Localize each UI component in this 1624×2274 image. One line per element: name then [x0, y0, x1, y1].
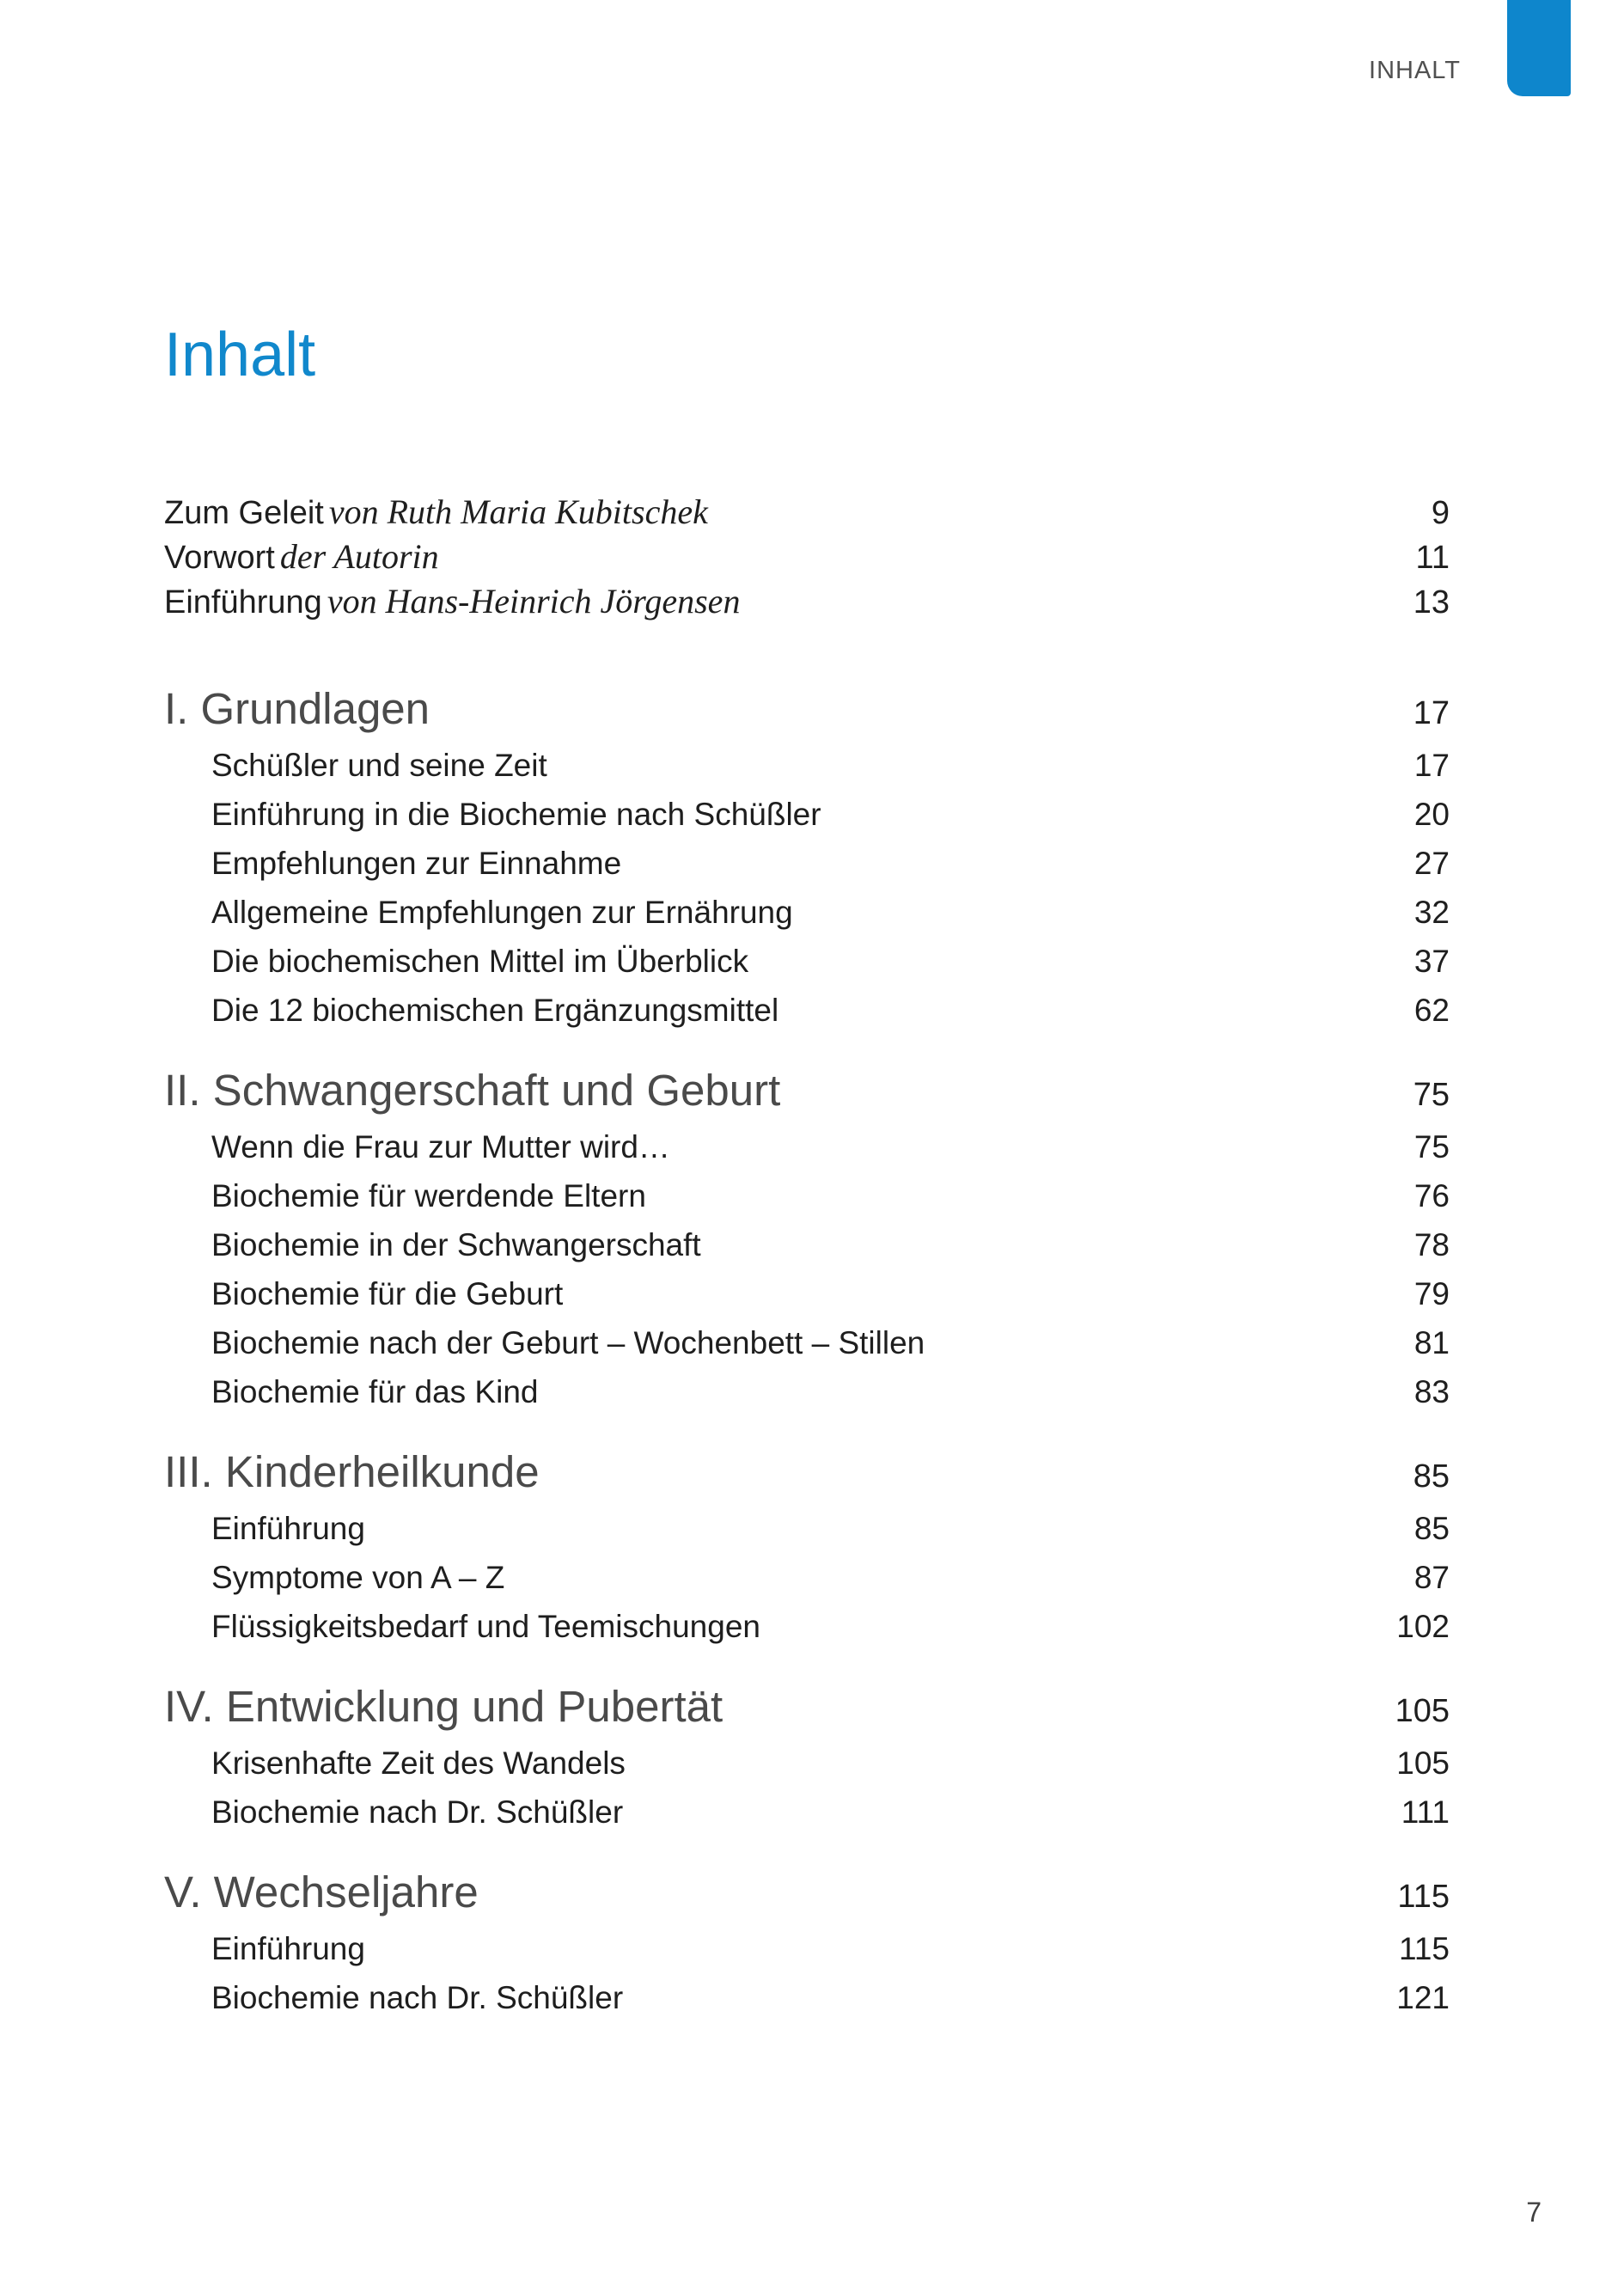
toc-entry: [164, 1739, 1450, 1788]
entry-page-number: 37: [1413, 944, 1450, 979]
section-title: I. Grundlagen: [164, 684, 430, 733]
entry-page-number: 11: [1415, 540, 1450, 576]
section-page-number: 75: [1413, 1077, 1450, 1113]
entry-text: [164, 535, 439, 580]
entry-author: von Ruth Maria Kubitschek: [328, 492, 708, 531]
entry-label: Biochemie nach Dr. Schüßler: [211, 1794, 624, 1830]
toc-entry: [164, 1553, 1450, 1602]
front-matter-entry: [164, 535, 1450, 579]
entry-label: Wenn die Frau zur Mutter wird…: [211, 1129, 670, 1165]
entry-author: der Autorin: [279, 537, 439, 576]
entry-label: Biochemie für das Kind: [211, 1374, 539, 1409]
entry-label: Biochemie für die Geburt: [211, 1276, 564, 1311]
entry-label: Biochemie nach Dr. Schüßler: [211, 1980, 624, 2015]
toc-entry: [164, 1973, 1450, 2022]
front-matter-entry: [164, 579, 1450, 624]
entry-page-number: 115: [1399, 1931, 1450, 1966]
entry-label: Flüssigkeitsbedarf und Teemischungen: [211, 1609, 760, 1644]
page-number: 7: [1526, 2197, 1542, 2228]
toc-section: [164, 1062, 1450, 1416]
table-of-contents: [164, 490, 1450, 2050]
entry-label: Einführung: [211, 1511, 365, 1546]
toc-entry: [164, 1269, 1450, 1318]
entry-page-number: 32: [1413, 895, 1450, 930]
toc-entry: [164, 888, 1450, 937]
entry-page-number: 76: [1413, 1178, 1450, 1213]
section-page-number: 115: [1397, 1879, 1450, 1915]
entry-label: Allgemeine Empfehlungen zur Ernährung: [211, 895, 793, 930]
section-page-number: 85: [1413, 1458, 1450, 1495]
section-title: II. Schwangerschaft und Geburt: [164, 1066, 781, 1115]
entry-label: Zum Geleit: [164, 495, 324, 531]
entry-label: Biochemie nach der Geburt – Wochenbett – Stillen: [211, 1325, 925, 1360]
entry-page-number: 17: [1413, 748, 1450, 783]
entry-page-number: 105: [1396, 1745, 1450, 1781]
entry-text: [164, 490, 708, 535]
toc-entry: [164, 1318, 1450, 1367]
entry-label: Symptome von A – Z: [211, 1560, 505, 1595]
toc-entry: [164, 986, 1450, 1035]
section-page-number: 105: [1395, 1693, 1450, 1729]
toc-entry: [164, 741, 1450, 790]
section-page-number: 17: [1413, 695, 1450, 731]
entry-label: Vorwort: [164, 540, 275, 576]
entry-label: Die 12 biochemischen Ergänzungsmittel: [211, 993, 779, 1028]
entry-page-number: 102: [1396, 1609, 1450, 1644]
entry-label: Biochemie für werdende Eltern: [211, 1178, 646, 1213]
chapter-tab-marker: [1507, 0, 1571, 96]
toc-entry: [164, 1788, 1450, 1837]
toc-entry: [164, 1504, 1450, 1553]
section-title: III. Kinderheilkunde: [164, 1447, 540, 1496]
entry-text: [164, 579, 740, 625]
section-heading: [164, 1444, 1450, 1501]
entry-label: Schüßler und seine Zeit: [211, 748, 547, 783]
toc-entry: [164, 1122, 1450, 1171]
toc-entry: [164, 1367, 1450, 1416]
entry-page-number: 87: [1413, 1560, 1450, 1595]
toc-entry: [164, 1924, 1450, 1973]
entry-page-number: 62: [1413, 993, 1450, 1028]
entry-page-number: 9: [1431, 495, 1450, 531]
entry-page-number: 111: [1401, 1794, 1450, 1830]
sections-list: [164, 681, 1450, 2022]
toc-entry: [164, 1220, 1450, 1269]
page-title: Inhalt: [164, 321, 316, 389]
toc-section: [164, 681, 1450, 1035]
toc-entry: [164, 937, 1450, 986]
toc-section: [164, 1864, 1450, 2022]
section-heading: [164, 1864, 1450, 1921]
front-matter-entry: [164, 490, 1450, 535]
toc-entry: [164, 1171, 1450, 1220]
entry-page-number: 81: [1413, 1325, 1450, 1360]
section-title: V. Wechseljahre: [164, 1867, 479, 1916]
section-title: IV. Entwicklung und Pubertät: [164, 1682, 723, 1731]
front-matter-list: [164, 490, 1450, 624]
running-header: INHALT: [1369, 57, 1461, 84]
entry-page-number: 85: [1413, 1511, 1450, 1546]
entry-page-number: 121: [1396, 1980, 1450, 2015]
section-heading: [164, 1678, 1450, 1735]
toc-entry: [164, 1602, 1450, 1651]
entry-page-number: 27: [1413, 846, 1450, 881]
entry-page-number: 79: [1413, 1276, 1450, 1311]
toc-entry: [164, 839, 1450, 888]
entry-label: Einführung in die Biochemie nach Schüßler: [211, 797, 821, 832]
entry-label: Empfehlungen zur Einnahme: [211, 846, 622, 881]
entry-label: Biochemie in der Schwangerschaft: [211, 1227, 701, 1262]
toc-entry: [164, 790, 1450, 839]
section-heading: [164, 681, 1450, 737]
entry-page-number: 83: [1413, 1374, 1450, 1409]
entry-page-number: 20: [1413, 797, 1450, 832]
toc-section: [164, 1678, 1450, 1837]
entry-page-number: 78: [1413, 1227, 1450, 1262]
section-heading: [164, 1062, 1450, 1119]
toc-section: [164, 1444, 1450, 1651]
entry-label: Einführung: [164, 584, 322, 620]
entry-label: Die biochemischen Mittel im Überblick: [211, 944, 749, 979]
entry-label: Krisenhafte Zeit des Wandels: [211, 1745, 626, 1781]
entry-author: von Hans-Heinrich Jörgensen: [327, 582, 741, 620]
entry-page-number: 13: [1413, 584, 1450, 620]
entry-label: Einführung: [211, 1931, 365, 1966]
entry-page-number: 75: [1413, 1129, 1450, 1165]
